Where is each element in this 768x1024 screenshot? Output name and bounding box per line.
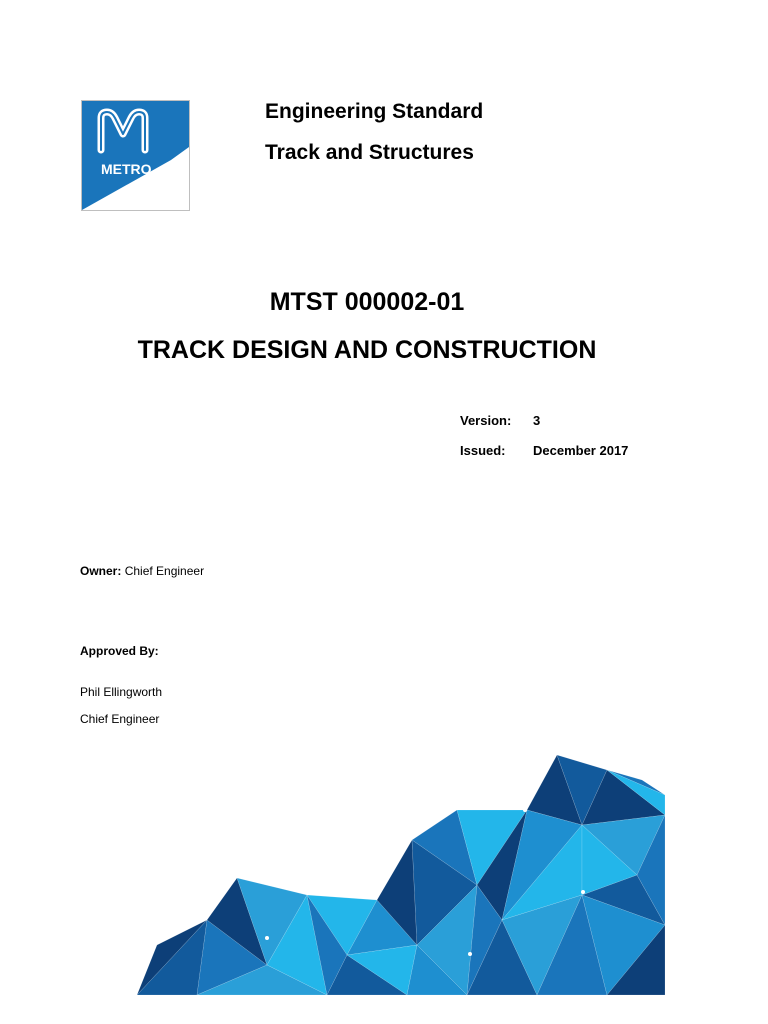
polygon-node-dot [581, 890, 585, 894]
approver-role: Chief Engineer [80, 712, 160, 726]
issued-label: Issued: [460, 443, 506, 458]
polygon-shard [137, 920, 207, 995]
version-value: 3 [533, 413, 541, 428]
issued-value: December 2017 [533, 443, 629, 458]
owner-line [80, 564, 204, 578]
approved-by-label: Approved By: [80, 644, 159, 658]
document-title: TRACK DESIGN AND CONSTRUCTION [137, 336, 597, 364]
owner-value: Chief Engineer [124, 564, 205, 578]
metro-logo [81, 100, 190, 211]
polygon-graphic [137, 755, 665, 995]
owner-label: Owner: [80, 564, 122, 578]
polygon-node-dot [523, 808, 527, 812]
header-track-structures: Track and Structures [265, 141, 474, 164]
header-engineering-standard: Engineering Standard [265, 100, 484, 123]
approver-name: Phil Ellingworth [80, 685, 163, 699]
document-number: MTST 000002-01 [269, 288, 465, 316]
polygon-node-dot [468, 952, 472, 956]
logo-text: METRO [101, 161, 152, 177]
polygon-node-dot [265, 936, 269, 940]
version-label: Version: [460, 413, 512, 428]
